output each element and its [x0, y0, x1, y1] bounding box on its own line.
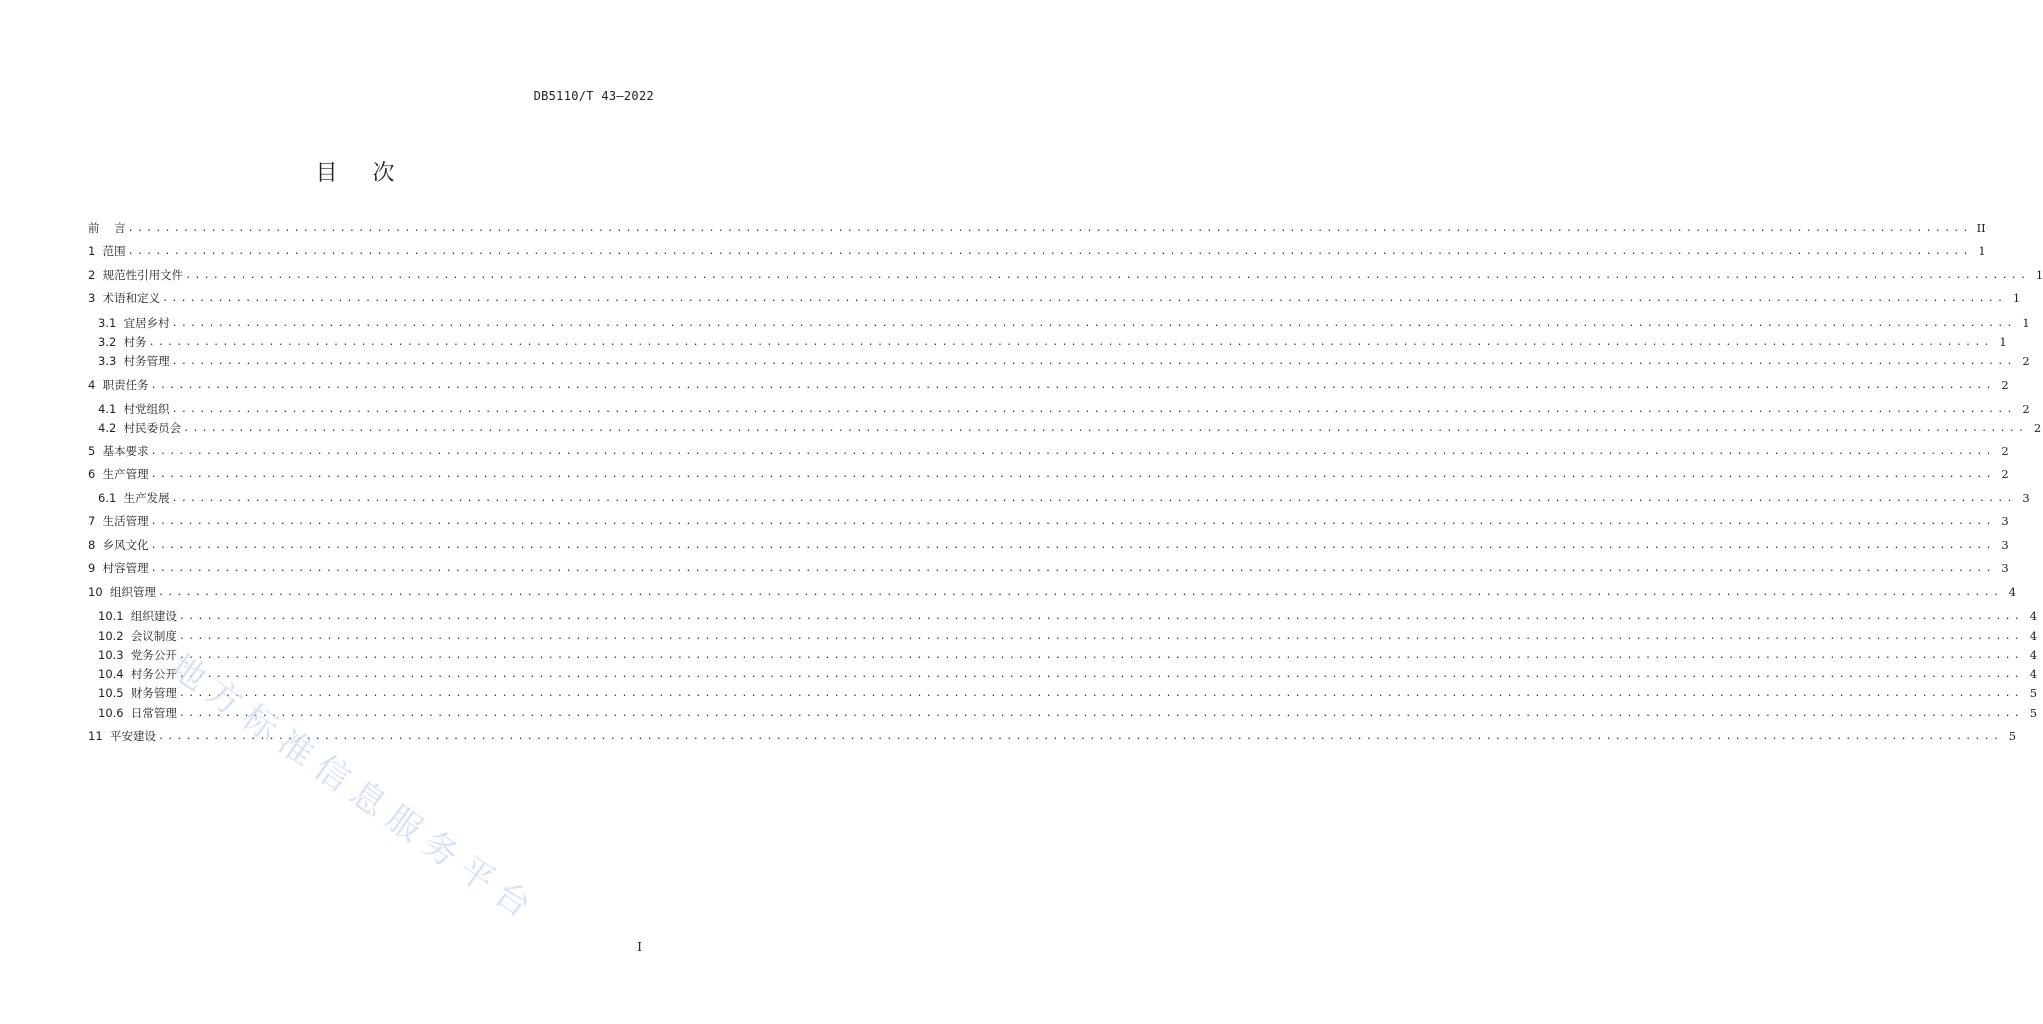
- toc-dot-leader: ........................................................................................................................................................................................................: [178, 610, 2024, 622]
- toc-entry[interactable]: [88, 289, 2021, 307]
- toc-entry[interactable]: [98, 419, 2042, 437]
- toc-entry-number: 3: [88, 291, 96, 305]
- toc-entry-title: 平安建设: [102, 729, 156, 743]
- toc-entry[interactable]: [98, 333, 2007, 351]
- toc-entry-number: 9: [88, 561, 96, 575]
- toc-entry[interactable]: [98, 704, 2038, 722]
- toc-entry[interactable]: [88, 442, 2009, 460]
- toc-entry-title: 村容管理: [95, 561, 149, 575]
- toc-entry-number: 10.3: [98, 648, 124, 662]
- document-code: DB5110/T 43—2022: [533, 89, 654, 103]
- toc-entry-number: 10.2: [98, 629, 124, 643]
- toc-entry-page: 1: [2012, 291, 2021, 305]
- toc-dot-leader: ........................................................................................................................................................................................................: [178, 707, 2024, 719]
- toc-entry-number: 6.1: [98, 491, 117, 505]
- toc-entry-page: 3: [2022, 491, 2030, 505]
- toc-entry-title: 日常管理: [123, 706, 177, 720]
- watermark: 地方标准信息服务平台: [162, 646, 546, 932]
- toc-entry-number: 5: [88, 444, 96, 458]
- toc-entry[interactable]: [88, 219, 1986, 237]
- toc-entry[interactable]: [88, 583, 2017, 601]
- toc-entry-number: 3.3: [98, 354, 117, 368]
- toc-entry-title: 乡风文化: [95, 538, 149, 552]
- toc-entry-number: 10.6: [98, 706, 124, 720]
- toc-entry[interactable]: [98, 627, 2038, 645]
- toc-dot-leader: ........................................................................................................................................................................................................: [171, 403, 2016, 415]
- toc-entry-page: 4: [2029, 629, 2038, 643]
- page-number: I: [637, 940, 642, 954]
- toc-dot-leader: ........................................................................................................................................................................................................: [185, 269, 2030, 281]
- toc-entry-number: 6: [88, 467, 96, 481]
- toc-entry-page: 1: [1978, 244, 1986, 258]
- toc-entry-title: 村党组织: [116, 402, 170, 416]
- toc-entry[interactable]: [88, 376, 2009, 394]
- toc-entry-title: 规范性引用文件: [95, 268, 184, 282]
- toc-entry[interactable]: [88, 465, 2009, 483]
- toc-dot-leader: ........................................................................................................................................................................................................: [150, 562, 1995, 574]
- toc-dot-leader: ........................................................................................................................................................................................................: [171, 492, 2016, 504]
- toc-entry[interactable]: [88, 536, 2009, 554]
- toc-entry-title: 会议制度: [123, 629, 177, 643]
- toc-entry-page: 2: [2033, 421, 2042, 435]
- toc-entry-page: 5: [2029, 686, 2038, 700]
- toc-entry-page: 4: [2029, 648, 2038, 662]
- toc-entry-page: 1: [2022, 316, 2030, 330]
- toc-entry-title: 村务: [116, 335, 147, 349]
- toc-dot-leader: ........................................................................................................................................................................................................: [171, 355, 2016, 367]
- toc-entry-title: 财务管理: [123, 686, 177, 700]
- toc-entry[interactable]: [98, 352, 2030, 370]
- toc-entry[interactable]: [98, 314, 2030, 332]
- toc-entry-number: 2: [88, 268, 96, 282]
- toc-entry[interactable]: [88, 727, 2017, 745]
- toc-entry-page: 4: [2029, 667, 2038, 681]
- toc-entry-page: 5: [2008, 729, 2017, 743]
- toc-entry-page: 2: [2001, 444, 2009, 458]
- toc-entry[interactable]: [88, 266, 2043, 284]
- toc-entry-number: 7: [88, 514, 96, 528]
- toc-entry-title: 生产发展: [116, 491, 170, 505]
- toc-dot-leader: ........................................................................................................................................................................................................: [148, 336, 1993, 348]
- toc-entry-page: 2: [2022, 354, 2030, 368]
- toc-entry-page: 2: [2022, 402, 2030, 416]
- toc-dot-leader: ........................................................................................................................................................................................................: [150, 515, 1995, 527]
- toc-entry-number: 10.4: [98, 667, 124, 681]
- toc-entry[interactable]: [98, 489, 2030, 507]
- toc-dot-leader: ........................................................................................................................................................................................................: [127, 222, 1972, 234]
- toc-dot-leader: ........................................................................................................................................................................................................: [127, 245, 1972, 257]
- toc-dot-leader: ........................................................................................................................................................................................................: [150, 445, 1995, 457]
- toc-entry-number: 4.1: [98, 402, 117, 416]
- toc-entry-number: 1: [88, 244, 96, 258]
- toc-entry-page: 3: [2001, 514, 2009, 528]
- toc-entry[interactable]: [88, 242, 1986, 260]
- toc-entry-page: 5: [2029, 706, 2038, 720]
- toc-entry-title: 基本要求: [95, 444, 149, 458]
- toc-dot-leader: ........................................................................................................................................................................................................: [157, 586, 2003, 598]
- toc-entry[interactable]: [98, 607, 2038, 625]
- toc-dot-leader: ........................................................................................................................................................................................................: [162, 292, 2007, 304]
- toc-entry-title: 生产管理: [95, 467, 149, 481]
- toc-entry-number: 4.2: [98, 421, 117, 435]
- toc-entry[interactable]: [88, 559, 2009, 577]
- toc-entry-title: 范围: [95, 244, 126, 258]
- toc-entry-page: 2: [2001, 467, 2009, 481]
- toc-entry-page: 2: [2001, 378, 2009, 392]
- toc-entry-number: 前: [88, 221, 100, 235]
- toc-dot-leader: ........................................................................................................................................................................................................: [150, 539, 1995, 551]
- toc-entry-title: 职责任务: [95, 378, 149, 392]
- toc-entry-title: 村务公开: [123, 667, 177, 681]
- toc-entry-number: 10.1: [98, 609, 124, 623]
- toc-entry-page: 4: [2008, 585, 2017, 599]
- toc-entry-number: 3.2: [98, 335, 117, 349]
- toc-entry-title: 村务管理: [116, 354, 170, 368]
- toc-dot-leader: ........................................................................................................................................................................................................: [178, 630, 2024, 642]
- toc-entry[interactable]: [88, 512, 2009, 530]
- toc-dot-leader: ........................................................................................................................................................................................................: [150, 379, 1995, 391]
- toc-dot-leader: ........................................................................................................................................................................................................: [150, 468, 1995, 480]
- toc-entry-title: 村民委员会: [116, 421, 182, 435]
- toc-entry-title: 生活管理: [95, 514, 149, 528]
- toc-entry-page: 1: [2035, 268, 2043, 282]
- toc-entry-number: 10: [88, 585, 103, 599]
- toc-entry-title: 宜居乡村: [116, 316, 170, 330]
- toc-dot-leader: ........................................................................................................................................................................................................: [178, 649, 2024, 661]
- toc-entry-page: II: [1976, 221, 1986, 235]
- toc-entry-title: 术语和定义: [95, 291, 161, 305]
- toc-entry-number: 11: [88, 729, 103, 743]
- toc-entry-number: 4: [88, 378, 96, 392]
- page-title: 目 次: [315, 161, 409, 186]
- toc-entry-title: 组织管理: [102, 585, 156, 599]
- toc-dot-leader: ........................................................................................................................................................................................................: [183, 422, 2028, 434]
- toc-entry-title: 组织建设: [123, 609, 177, 623]
- toc-entry-page: 3: [2001, 561, 2009, 575]
- toc-entry-number: 10.5: [98, 686, 124, 700]
- toc-entry-page: 1: [1999, 335, 2007, 349]
- toc-entry-title: 党务公开: [123, 648, 177, 662]
- toc-entry-number: 3.1: [98, 316, 117, 330]
- toc-dot-leader: ........................................................................................................................................................................................................: [178, 668, 2024, 680]
- toc-entry[interactable]: [98, 400, 2030, 418]
- toc-entry-title: 言: [99, 221, 126, 235]
- toc-entry-number: 8: [88, 538, 96, 552]
- toc-dot-leader: ........................................................................................................................................................................................................: [171, 317, 2016, 329]
- toc-entry-page: 3: [2001, 538, 2009, 552]
- toc-dot-leader: ........................................................................................................................................................................................................: [178, 687, 2024, 699]
- toc-dot-leader: ........................................................................................................................................................................................................: [157, 730, 2003, 742]
- toc-entry-page: 4: [2029, 609, 2038, 623]
